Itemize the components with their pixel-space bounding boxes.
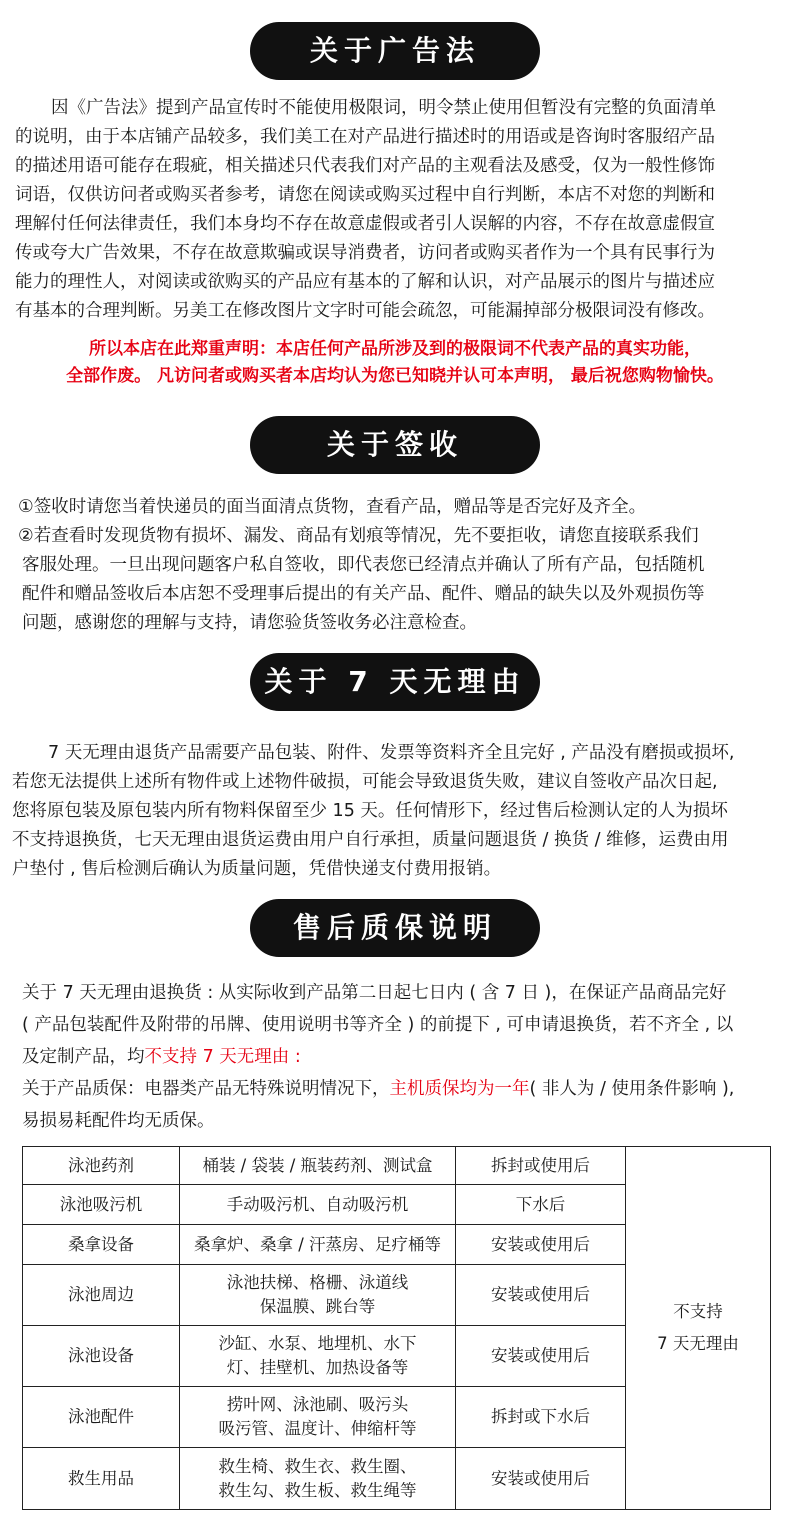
section-title-signing: 关于签收 — [250, 416, 540, 474]
seven-day-line: 若您无法提供上述所有物件或上述物件破损，可能会导致退货失败，建议自签收产品次日起, — [12, 772, 718, 792]
ad-law-line: 有基本的合理判断。另美工在修改图片文字时可能会疏忽，可能漏掉部分极限词没有修改。 — [15, 301, 715, 321]
condition-cell: 安装或使用后 — [456, 1326, 626, 1387]
category-cell: 泳池设备 — [23, 1326, 180, 1387]
warranty-text: 关于产品质保：电器类产品无特殊说明情况下， — [22, 1079, 390, 1099]
items-cell — [180, 1225, 456, 1265]
signing-line: 问题，感谢您的理解与支持，请您验货签收务必注意检查。 — [22, 613, 477, 633]
items-line: 桑拿炉、桑拿 / 汗蒸房、足疗桶等 — [193, 1234, 442, 1254]
warranty-text: ( 非人为 / 使用条件影响 ), — [529, 1079, 735, 1099]
section-title-seven-day: 关于 7 天无理由 — [250, 653, 540, 711]
condition-cell: 拆封或使用后 — [456, 1147, 626, 1185]
table-row — [23, 1147, 771, 1185]
section-title-warranty: 售后质保说明 — [250, 899, 540, 957]
section-title-ad-law: 关于广告法 — [250, 22, 540, 80]
condition-cell: 安装或使用后 — [456, 1448, 626, 1510]
no-seven-day-highlight: 不支持 7 天无理由 : — [144, 1047, 301, 1067]
warranty-line: ( 产品包装配件及附带的吊牌、使用说明书等齐全 ) 的前提下 , 可申请退换货，若不齐全 , 以 — [22, 1015, 734, 1035]
seven-day-line: 您将原包装及原包装内所有物料保留至少 15 天。任何情形下，经过售后检测认定的人为损坏 — [12, 801, 728, 821]
ad-law-notice-line2: 全部作废。 凡访问者或购买者本店均认为您已知晓并认可本声明， 最后祝您购物愉快。 — [66, 366, 724, 386]
items-line: 灯、挂壁机、加热设备等 — [226, 1358, 409, 1377]
warranty-line — [22, 1073, 782, 1105]
category-cell: 泳池吸污机 — [23, 1185, 180, 1225]
ad-law-line: 因《广告法》提到产品宣传时不能使用极限词，明令禁止使用但暂没有完整的负面清单 — [51, 98, 716, 118]
category-cell: 桑拿设备 — [23, 1225, 180, 1265]
returns-policy-table — [22, 1146, 771, 1510]
items-line: 桶装 / 袋装 / 瓶装药剂、测试盒 — [202, 1155, 433, 1175]
items-cell — [180, 1147, 456, 1185]
ad-law-line: 传或夸大广告效果，不存在故意欺骗或误导消费者，访问者或购买者作为一个具有民事行为 — [15, 243, 715, 263]
items-cell — [180, 1387, 456, 1448]
condition-cell: 安装或使用后 — [456, 1265, 626, 1326]
category-cell: 泳池配件 — [23, 1387, 180, 1448]
ad-law-line: 能力的理性人，对阅读或欲购买的产品应有基本的了解和认识，对产品展示的图片与描述应 — [15, 272, 715, 292]
warranty-text: 及定制产品，均 — [22, 1047, 145, 1067]
items-cell — [180, 1185, 456, 1225]
items-line: 保温膜、跳台等 — [259, 1297, 376, 1316]
items-line: 手动吸污机、自动吸污机 — [226, 1194, 409, 1214]
items-cell — [180, 1448, 456, 1510]
items-line: 救生勾、救生板、救生绳等 — [218, 1480, 417, 1500]
warranty-line: 易损易耗配件均无质保。 — [22, 1111, 215, 1131]
ad-law-line: 的描述用语可能存在瑕疵，相关描述只代表我们对产品的主观看法及感受，仅为一般性修饰 — [15, 156, 715, 176]
warranty-line — [22, 1041, 782, 1073]
category-cell: 泳池药剂 — [23, 1147, 180, 1185]
merged-note-line: 不支持 — [673, 1302, 723, 1321]
seven-day-paragraph — [12, 739, 782, 884]
ad-law-paragraph — [15, 94, 780, 326]
items-line: 吸污管、温度计、伸缩杆等 — [218, 1419, 417, 1438]
ad-law-line: 理解付任何法律责任，我们本身均不存在故意虚假或者引人误解的内容，不存在故意虚假宣 — [15, 214, 715, 234]
items-line: 泳池扶梯、格栅、泳道线 — [226, 1273, 409, 1292]
signing-line: 配件和赠品签收后本店恕不受理事后提出的有关产品、配件、赠品的缺失以及外观损伤等 — [22, 584, 705, 604]
items-line: 捞叶网、泳池刷、吸污头 — [226, 1395, 409, 1414]
ad-law-line: 词语，仅供访问者或购买者参考，请您在阅读或购买过程中自行判断，本店不对您的判断和 — [15, 185, 715, 205]
condition-cell: 安装或使用后 — [456, 1225, 626, 1265]
seven-day-line: 户垫付 , 售后检测后确认为质量问题，凭借快递支付费用报销。 — [12, 859, 502, 879]
condition-cell: 下水后 — [456, 1185, 626, 1225]
warranty-line: 关于 7 天无理由退换货 : 从实际收到产品第二日起七日内 ( 含 7 日 )，在保证产品商品完好 — [22, 983, 727, 1003]
warranty-paragraph — [22, 977, 782, 1137]
merged-note-cell — [626, 1147, 771, 1510]
ad-law-line: 的说明，由于本店铺产品较多，我们美工在对产品进行描述时的用语或是咨询时客服绍产品 — [15, 127, 715, 147]
category-cell: 泳池周边 — [23, 1265, 180, 1326]
signing-line: ②若查看时发现货物有损坏、漏发、商品有划痕等情况，先不要拒收，请您直接联系我们 — [18, 526, 699, 546]
seven-day-line: 不支持退换货，七天无理由退货运费由用户自行承担，质量问题退货 / 换货 / 维修，运费由用 — [12, 830, 729, 850]
items-line: 救生椅、救生衣、救生圈、 — [218, 1456, 417, 1476]
signing-paragraph — [18, 493, 778, 638]
merged-note-line: 7 天无理由 — [657, 1334, 739, 1353]
ad-law-notice-line1: 所以本店在此郑重声明：本店任何产品所涉及到的极限词不代表产品的真实功能， — [89, 339, 701, 359]
category-cell: 救生用品 — [23, 1448, 180, 1510]
seven-day-line: 7 天无理由退货产品需要产品包装、附件、发票等资料齐全且完好 , 产品没有磨损或损坏, — [48, 743, 735, 763]
signing-line: ①签收时请您当着快递员的面当面清点货物，查看产品，赠品等是否完好及齐全。 — [18, 497, 647, 517]
items-cell — [180, 1265, 456, 1326]
signing-line: 客服处理。一旦出现问题客户私自签收，即代表您已经清点并确认了所有产品，包括随机 — [22, 555, 705, 575]
items-line: 沙缸、水泵、地埋机、水下 — [218, 1334, 417, 1353]
items-cell — [180, 1326, 456, 1387]
condition-cell: 拆封或下水后 — [456, 1387, 626, 1448]
one-year-warranty-highlight: 主机质保均为一年 — [389, 1079, 530, 1099]
